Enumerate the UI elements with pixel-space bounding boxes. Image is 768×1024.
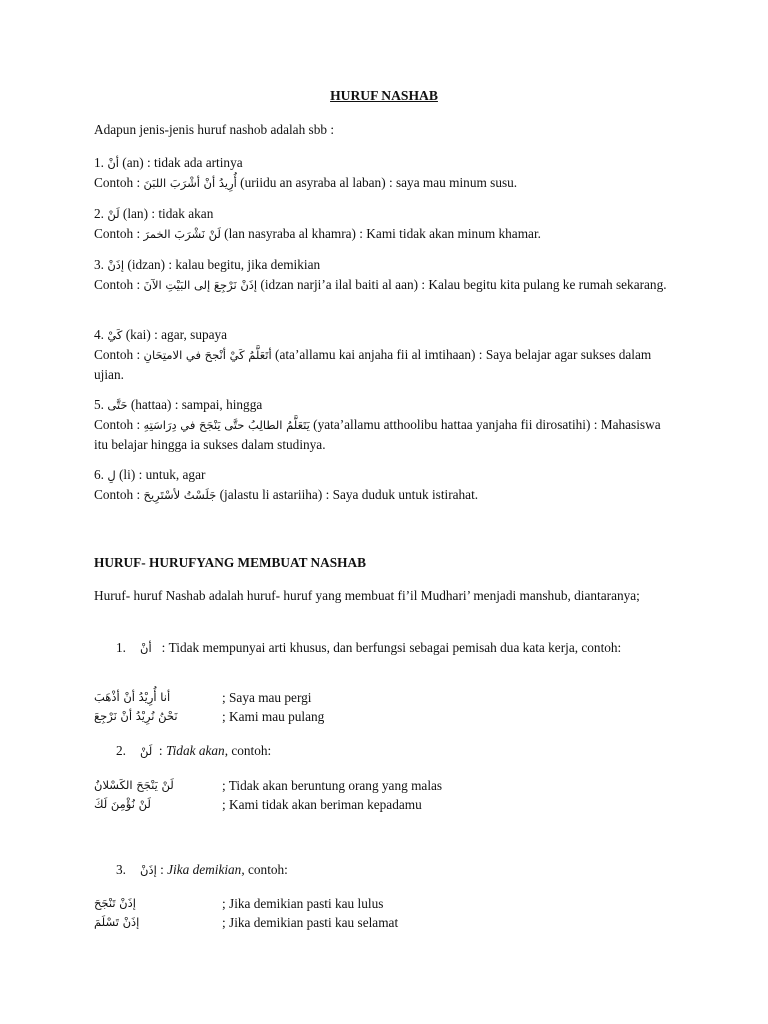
item-heading: (kai) : agar, supaya	[125, 327, 228, 342]
arabic-example: أُرِيدُ أنْ أشْرَبَ اللبَنَ	[143, 176, 237, 190]
numbered-point	[94, 741, 674, 761]
arabic-example: إذَنْ تَسْلَمَ	[94, 915, 140, 929]
arabic-word: لَنْ	[107, 207, 120, 221]
item-number: 1.	[94, 155, 104, 170]
arabic-word: حَتَّى	[107, 398, 128, 412]
contoh-label: Contoh :	[94, 226, 141, 241]
item-number: 6.	[94, 467, 104, 482]
example-meaning: ; Saya mau pergi	[222, 690, 312, 705]
item-heading: (an) : tidak ada artinya	[122, 155, 243, 170]
section-heading: HURUF- HURUFYANG MEMBUAT NASHAB	[94, 555, 366, 570]
list-item	[94, 325, 674, 384]
arabic-example: لَنْ نُؤْمِنَ لَكَ	[94, 797, 151, 811]
arabic-word: أنْ	[107, 156, 119, 170]
point-text: : Tidak mempunyai arti khusus, dan berfungsi sebagai pemisah dua kata kerja, contoh:	[161, 640, 622, 655]
numbered-point	[94, 860, 674, 880]
example-meaning: ; Kami tidak akan beriman kepadamu	[222, 797, 422, 812]
contoh-label: Contoh :	[94, 347, 141, 362]
arabic-word: إذَنْ	[140, 863, 157, 877]
example-translation: (uriidu an asyraba al laban) : saya mau minum susu.	[240, 175, 518, 190]
page-title: HURUF NASHAB	[330, 88, 438, 103]
example-translation: (yata’allamu atthoolibu hattaa yanjaha fii dirosatihi) : Mahasiswa itu belajar hingga ia sukses dalam studinya.	[94, 417, 661, 452]
example-translation: (idzan narji’a ilal baiti al aan) : Kalau begitu kita pulang ke rumah sekarang.	[260, 277, 667, 292]
arabic-example: لَنْ نَشْرَبَ الخمرَ	[143, 227, 221, 241]
point-colon: :	[160, 862, 164, 877]
item-heading: (idzan) : kalau begitu, jika demikian	[127, 257, 321, 272]
arabic-example: لَنْ يَنْجَحَ الكَسْلانُ	[94, 778, 174, 792]
list-item	[94, 465, 674, 505]
example-meaning: ; Kami mau pulang	[222, 709, 325, 724]
point-meaning: Tidak akan	[165, 743, 225, 758]
list-item	[94, 204, 674, 244]
arabic-example: جَلَسْتُ لأسْتَرِيحَ	[143, 488, 217, 502]
item-number: 2.	[94, 206, 104, 221]
arabic-example: نَحْنُ نُرِيْدُ أنْ نَرْجِعَ	[94, 709, 178, 723]
contoh-label: Contoh :	[94, 417, 141, 432]
contoh-label: Contoh :	[94, 277, 141, 292]
arabic-word: أنْ	[140, 641, 152, 655]
arabic-example: إذَنْ تَنْجَحَ	[94, 896, 136, 910]
contoh-label: Contoh :	[94, 175, 141, 190]
point-meaning: Jika demikian	[167, 862, 242, 877]
arabic-example: أتَعَلَّمُ كَيْ أنْجحَ في الامتِحَانِ	[143, 348, 272, 362]
intro-text: Adapun jenis-jenis huruf nashob adalah sbb :	[94, 122, 335, 137]
example-translation: (lan nasyraba al khamra) : Kami tidak akan minum khamar.	[224, 226, 541, 241]
point-suffix: , contoh:	[241, 862, 288, 877]
example-row	[94, 707, 674, 726]
point-number: 2.	[116, 743, 126, 758]
example-meaning: ; Jika demikian pasti kau lulus	[222, 896, 384, 911]
item-number: 3.	[94, 257, 104, 272]
list-item	[94, 395, 674, 454]
list-item	[94, 255, 674, 295]
item-number: 4.	[94, 327, 104, 342]
point-number: 3.	[116, 862, 126, 877]
arabic-example: إذَنْ نَرْجِعَ إلى البَيْتِ الآنَ	[143, 278, 258, 292]
arabic-word: لِ	[107, 468, 116, 482]
numbered-point	[94, 638, 674, 658]
contoh-label: Contoh :	[94, 487, 141, 502]
point-suffix: , contoh:	[224, 743, 272, 758]
example-translation: (ata’allamu kai anjaha fii al imtihaan) : Saya belajar agar sukses dalam ujian.	[94, 347, 652, 382]
example-row	[94, 795, 674, 814]
item-heading: (li) : untuk, agar	[119, 467, 206, 482]
arabic-word: كَيْ	[107, 328, 123, 342]
example-row	[94, 688, 674, 707]
item-heading: (lan) : tidak akan	[122, 206, 214, 221]
arabic-example: أنا أُرِيْدُ أنْ أذْهَبَ	[94, 690, 171, 704]
point-number: 1.	[116, 640, 126, 655]
arabic-word: إذَنْ	[107, 258, 125, 272]
arabic-example: يَتَعَلَّمُ الطالِبُ حتَّى يَنْجَحَ في دِرَاسَتِهِ	[143, 418, 310, 432]
example-row	[94, 913, 674, 932]
arabic-word: لَنْ	[140, 744, 153, 758]
list-item	[94, 153, 674, 193]
item-number: 5.	[94, 397, 104, 412]
item-heading: (hattaa) : sampai, hingga	[130, 397, 263, 412]
example-row	[94, 894, 674, 913]
example-row	[94, 776, 674, 795]
example-meaning: ; Tidak akan beruntung orang yang malas	[222, 778, 443, 793]
section-paragraph: Huruf- huruf Nashab adalah huruf- huruf yang membuat fi’il Mudhari’ menjadi manshub, diantaranya;	[94, 588, 640, 603]
example-meaning: ; Jika demikian pasti kau selamat	[222, 915, 399, 930]
point-colon: :	[158, 743, 163, 758]
example-translation: (jalastu li astariiha) : Saya duduk untuk istirahat.	[219, 487, 479, 502]
